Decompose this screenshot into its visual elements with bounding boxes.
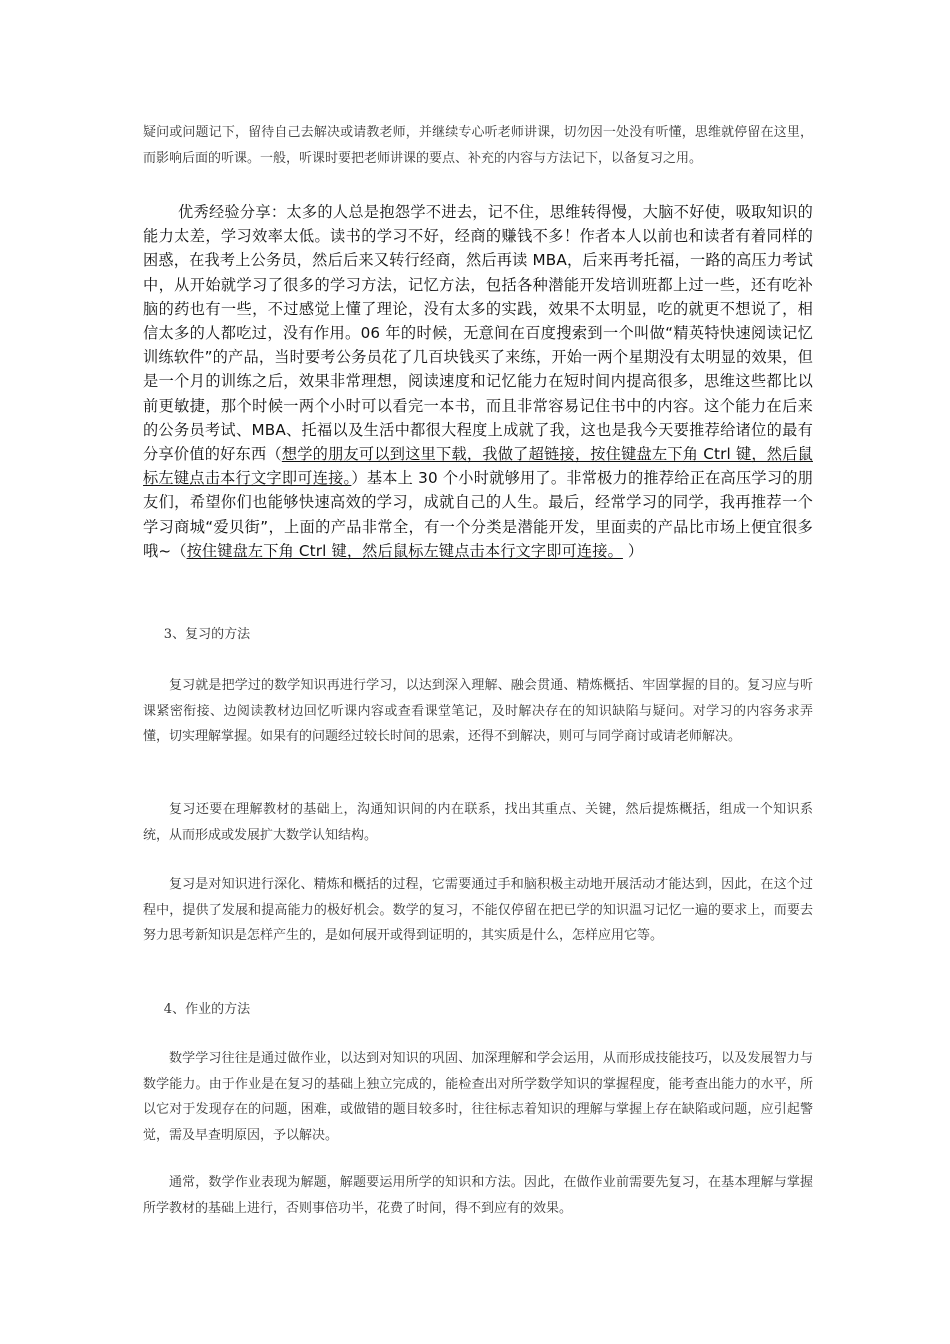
shop-link[interactable]: 按住键盘左下角 Ctrl 键，然后鼠标左键点击本行文字即可连接。 <box>186 541 623 560</box>
share-text-a: 优秀经验分享：太多的人总是抱怨学不进去，记不住，思维转得慢，大脑不好使，吸取知识的能力太差，学习效率太低。读书的学习不好，经商的赚钱不多！作者本人以前也和读者有着同样的困惑，在我考上公务员，然后后来又转行经商，然后再读 MBA，后来再考托福，一路的高压力考试中，从开始就学习了很多的学习方法，记忆方法，包括各种潜能开发培训班都上过一些，还有吃补脑的药也有一些，不过感觉上懂了理论，没有太多的实践，效果不太明显，吃的就更不想说了，相信太多的人都吃过，没有作用。06 年的时候，无意间在百度搜索到一个叫做“精英特快速阅读记忆训练软件”的产品，当时要考公务员花了几百块钱买了来练，开始一两个星期没有太明显的效果，但是一个月的训练之后，效果非常理想，阅读速度和记忆能力在短时间内提高很多，思维这些都比以前更敏捷，那个时候一两个小时可以看完一本书，而且非常容易记住书中的内容。这个能力在后来的公务员考试、MBA、托福以及生活中都很大程度上成就了我，这也是我今天要推荐给诸位的最有分享价值的好东西（ <box>143 203 813 464</box>
paragraph-experience-share <box>143 200 813 563</box>
download-link[interactable]: 想学的朋友可以到这里下载，我做了超链接，按住键盘左下角 Ctrl 键，然后鼠标左键点击本行文字即可连接。 <box>143 445 813 488</box>
share-text-c: ） <box>622 541 644 560</box>
paragraph-intro: 疑问或问题记下，留待自己去解决或请教老师，并继续专心听老师讲课，切勿因一处没有听懂，思维就停留在这里，而影响后面的听课。一般，听课时要把老师讲课的要点、补充的内容与方法记下，以备复习之用。 <box>143 125 813 166</box>
heading-review-method: 3、复习的方法 <box>163 627 251 642</box>
paragraph-homework-1: 数学学习往往是通过做作业，以达到对知识的巩固、加深理解和学会运用，从而形成技能技巧，以及发展智力与数学能力。由于作业是在复习的基础上独立完成的，能检查出对所学数学知识的掌握程度，能考查出能力的水平，所以它对于发现存在的问题，困难，或做错的题目较多时，往往标志着知识的理解与掌握上存在缺陷或问题，应引起警觉，需及早查明原因，予以解决。 <box>143 1051 813 1143</box>
paragraph-review-1: 复习就是把学过的数学知识再进行学习，以达到深入理解、融会贯通、精炼概括、牢固掌握的目的。复习应与听课紧密衔接、边阅读教材边回忆听课内容或查看课堂笔记，及时解决存在的知识缺陷与疑问。对学习的内容务求弄懂，切实理解掌握。如果有的问题经过较长时间的思索，还得不到解决，则可与同学商讨或请老师解决。 <box>143 678 813 744</box>
paragraph-review-2: 复习还要在理解教材的基础上，沟通知识间的内在联系，找出其重点、关键，然后提炼概括，组成一个知识系统，从而形成或发展扩大数学认知结构。 <box>143 802 813 843</box>
paragraph-homework-2: 通常，数学作业表现为解题，解题要运用所学的知识和方法。因此，在做作业前需要先复习，在基本理解与掌握所学教材的基础上进行，否则事倍功半，花费了时间，得不到应有的效果。 <box>143 1175 813 1216</box>
heading-homework-method: 4、作业的方法 <box>163 1002 251 1017</box>
paragraph-review-3: 复习是对知识进行深化、精炼和概括的过程，它需要通过手和脑积极主动地开展活动才能达到，因此，在这个过程中，提供了发展和提高能力的极好机会。数学的复习，不能仅停留在把已学的知识温习记忆一遍的要求上，而要去努力思考新知识是怎样产生的，是如何展开或得到证明的，其实质是什么，怎样应用它等。 <box>143 877 813 943</box>
share-text-b: ）基本上 30 个小时就够用了。非常极力的推荐给正在高压学习的朋友们，希望你们也能够快速高效的学习，成就自己的人生。最后，经常学习的同学，我再推荐一个学习商城“爱贝街”，上面的产品非常全，有一个分类是潜能开发，里面卖的产品比市场上便宜很多哦~（ <box>143 469 814 560</box>
